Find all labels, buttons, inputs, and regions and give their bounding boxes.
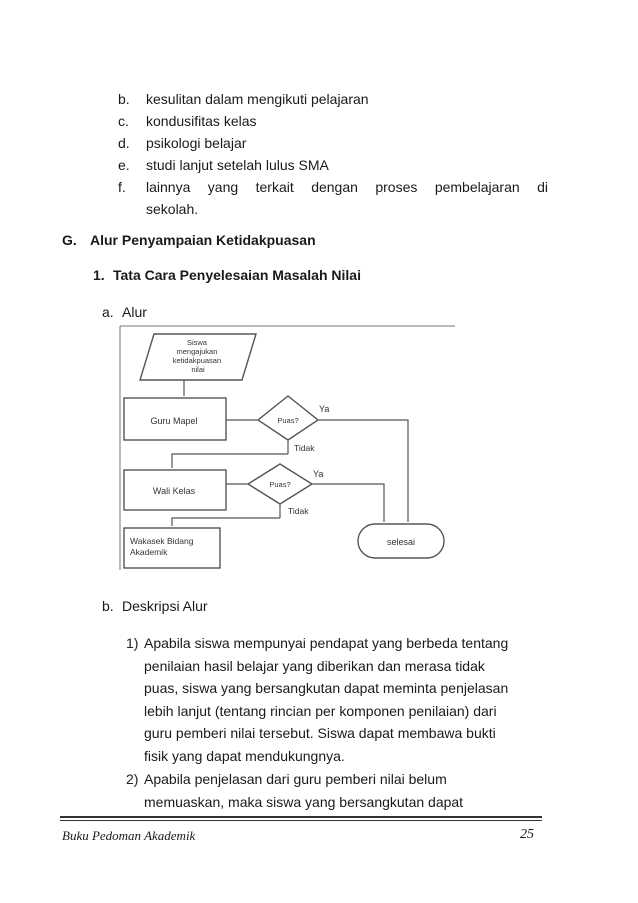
list-marker: d. xyxy=(118,135,130,151)
no-label-1: Tidak xyxy=(294,443,315,453)
box-wali-kelas-label: Wali Kelas xyxy=(152,486,196,496)
subsection-marker: 1. xyxy=(93,267,105,283)
terminal-selesai-label: selesai xyxy=(386,537,416,547)
paragraph-2 xyxy=(126,768,546,816)
decision-2-label: Puas? xyxy=(269,480,291,489)
paragraph-marker: 1) xyxy=(126,635,139,651)
box-guru-mapel-label: Guru Mapel xyxy=(150,416,198,426)
paragraph-line: memuaskan, maka siswa yang bersangkutan dapat xyxy=(144,793,464,810)
sub-b-heading xyxy=(102,598,208,614)
list-item-f xyxy=(118,176,548,220)
list-text: kondusifitas kelas xyxy=(146,113,257,129)
paragraph-marker: 2) xyxy=(126,771,139,787)
sub-a-heading xyxy=(102,304,147,320)
input-text: Siswa mengajukan ketidakpuasan nilai xyxy=(172,338,222,374)
paragraph-1 xyxy=(126,632,546,772)
list-marker: b. xyxy=(118,91,130,107)
paragraph-line: penilaian hasil belajar yang diberikan dan merasa tidak xyxy=(144,657,485,674)
list-text: studi lanjut setelah lulus SMA xyxy=(146,157,329,173)
list-marker: f. xyxy=(118,179,126,195)
paragraph-line: Apabila penjelasan dari guru pemberi nilai belum xyxy=(144,771,447,787)
sub-b-label: Deskripsi Alur xyxy=(122,598,208,614)
section-title: Alur Penyampaian Ketidakpuasan xyxy=(90,232,316,248)
no-label-2: Tidak xyxy=(288,506,309,516)
list-text-line2: sekolah. xyxy=(146,201,199,217)
list-text: psikologi belajar xyxy=(146,135,247,151)
section-marker: G. xyxy=(62,232,77,248)
box-wakasek-label: Wakasek Bidang Akademik xyxy=(130,536,194,557)
paragraph-line: lebih lanjut (tentang rincian per komponen penilaian) dari xyxy=(144,702,497,719)
list-text-line1: lainnya yang terkait dengan proses pembelajaran di xyxy=(146,179,548,195)
yes-label-2: Ya xyxy=(313,469,324,479)
subsection-heading xyxy=(93,267,361,283)
paragraph-line: guru pemberi nilai tersebut. Siswa dapat membawa bukti xyxy=(144,725,496,741)
sub-a-label: Alur xyxy=(122,304,147,320)
decision-1-label: Puas? xyxy=(277,416,299,425)
list-text: kesulitan dalam mengikuti pelajaran xyxy=(146,91,369,107)
subsection-title: Tata Cara Penyelesaian Masalah Nilai xyxy=(113,267,361,283)
footer-rule xyxy=(60,816,542,821)
sub-b-marker: b. xyxy=(102,598,114,614)
sub-a-marker: a. xyxy=(102,304,114,320)
page-number: 25 xyxy=(520,827,534,842)
list-marker: e. xyxy=(118,157,130,173)
section-heading xyxy=(62,232,316,248)
list-marker: c. xyxy=(118,113,129,129)
footer-title: Buku Pedoman Akademik xyxy=(62,828,196,843)
paragraph-line: fisik yang dapat mendukungnya. xyxy=(144,747,345,764)
flowchart xyxy=(110,324,460,572)
paragraph-line: puas, siswa yang bersangkutan dapat meminta penjelasan xyxy=(144,680,509,696)
paragraph-line: Apabila siswa mempunyai pendapat yang berbeda tentang xyxy=(144,635,509,651)
yes-label-1: Ya xyxy=(319,404,330,414)
